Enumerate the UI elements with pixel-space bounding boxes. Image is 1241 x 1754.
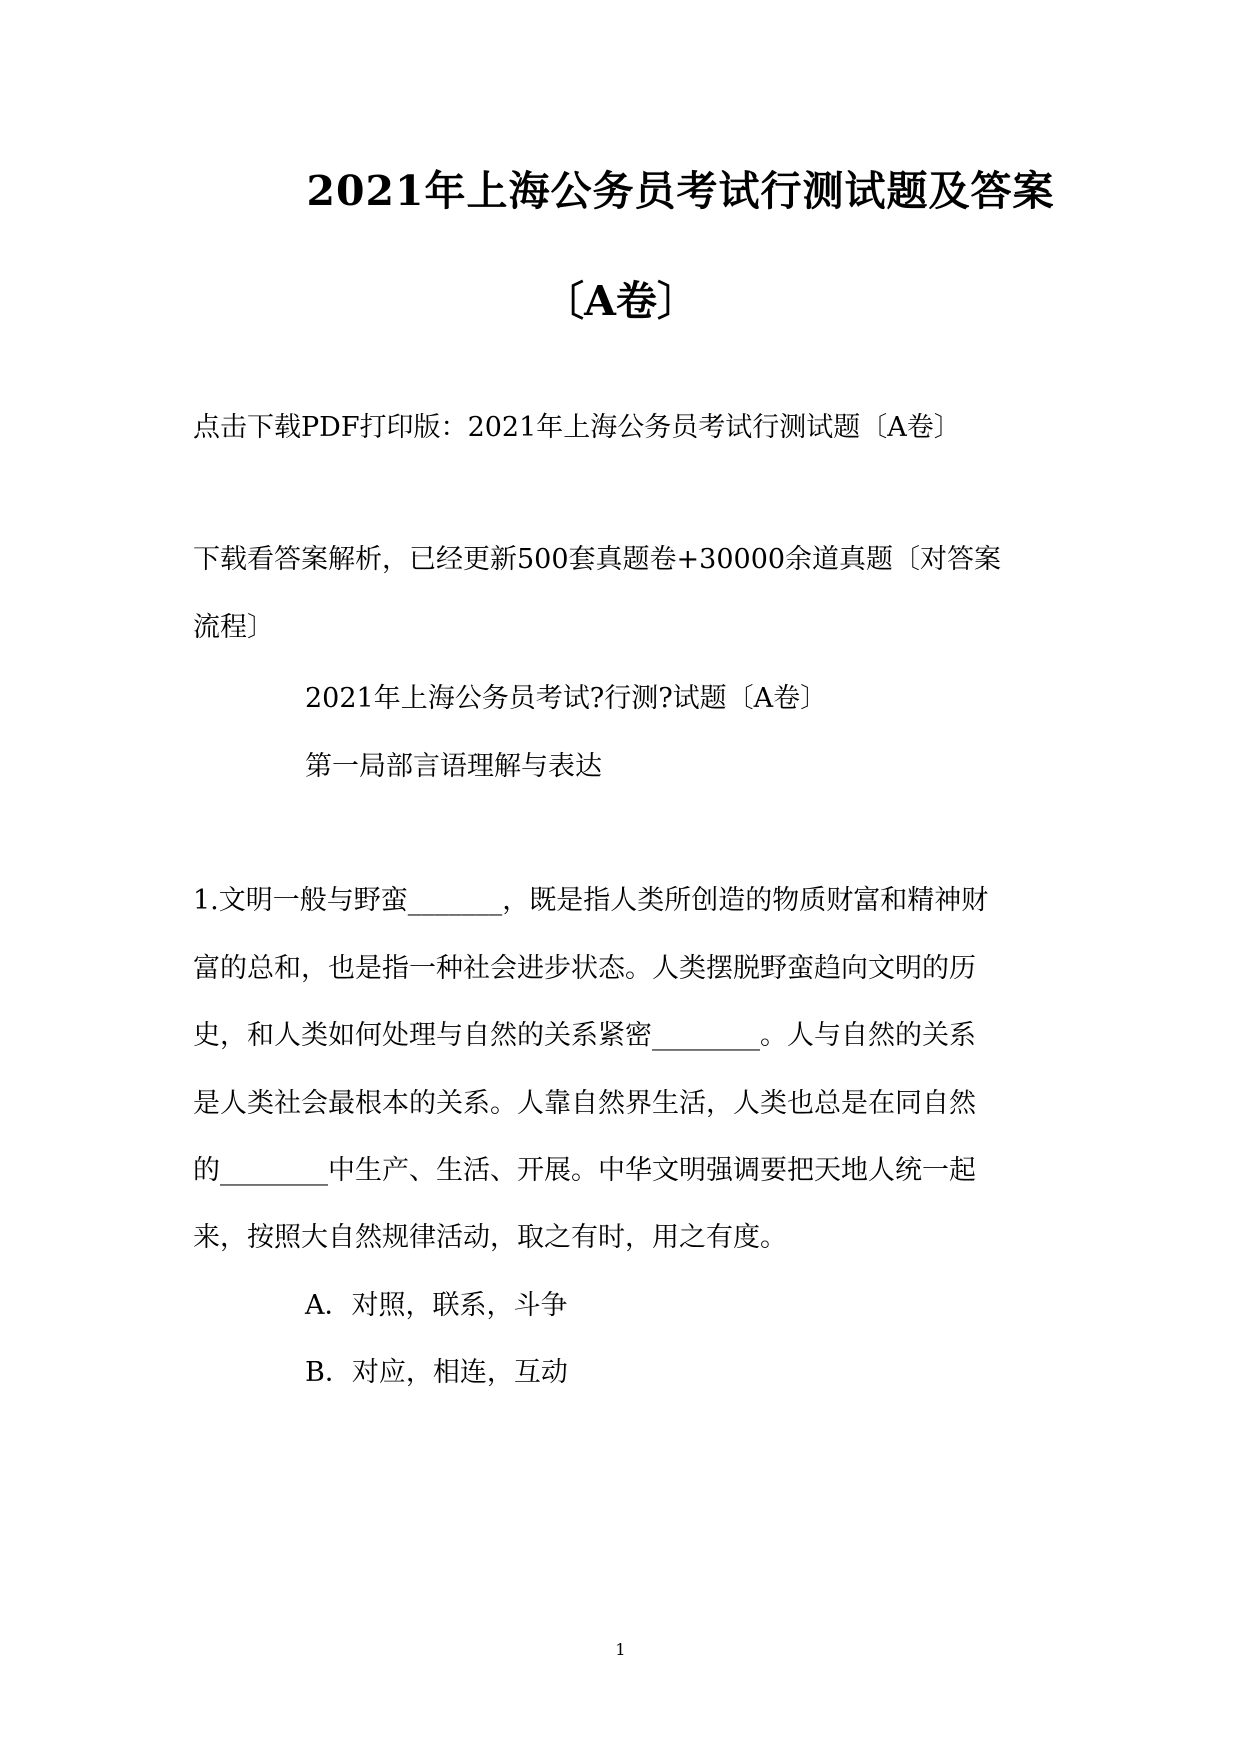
download-pdf-link[interactable]: 2021年上海公务员考试行测试题〔A卷〕	[467, 412, 961, 443]
document-title-line-2: 〔A卷〕	[543, 277, 698, 325]
download-line	[193, 410, 961, 446]
question-1-line: 1.文明一般与野蛮_______，既是指人类所创造的物质财富和精神财	[193, 885, 989, 916]
question-1-line: 富的总和，也是指一种社会进步状态。人类摆脱野蛮趋向文明的历	[193, 953, 976, 984]
download-prefix: 点击下载PDF打印版：	[193, 412, 468, 443]
question-1-line: 史，和人类如何处理与自然的关系紧密________。人与自然的关系	[193, 1020, 976, 1051]
exam-subtitle: 2021年上海公务员考试?行测?试题〔A卷〕	[305, 683, 828, 714]
section-heading: 第一局部言语理解与表达	[305, 751, 602, 782]
question-1-line: 的________中生产、生活、开展。中华文明强调要把天地人统一起	[193, 1155, 976, 1186]
question-1-line: 来，按照大自然规律活动，取之有时，用之有度。	[193, 1222, 787, 1253]
page-number: 1	[615, 1640, 626, 1659]
promo-line-2: 流程〕	[193, 612, 274, 643]
option-a: A．对照，联系，斗争	[305, 1290, 568, 1321]
promo-line-1: 下载看答案解析，已经更新500套真题卷+30000余道真题〔对答案	[193, 544, 1002, 575]
option-b: B．对应，相连，互动	[305, 1357, 568, 1388]
document-title-line-1: 2021年上海公务员考试行测试题及答案	[306, 167, 1055, 215]
question-1-line: 是人类社会最根本的关系。人靠自然界生活，人类也总是在同自然	[193, 1088, 976, 1119]
